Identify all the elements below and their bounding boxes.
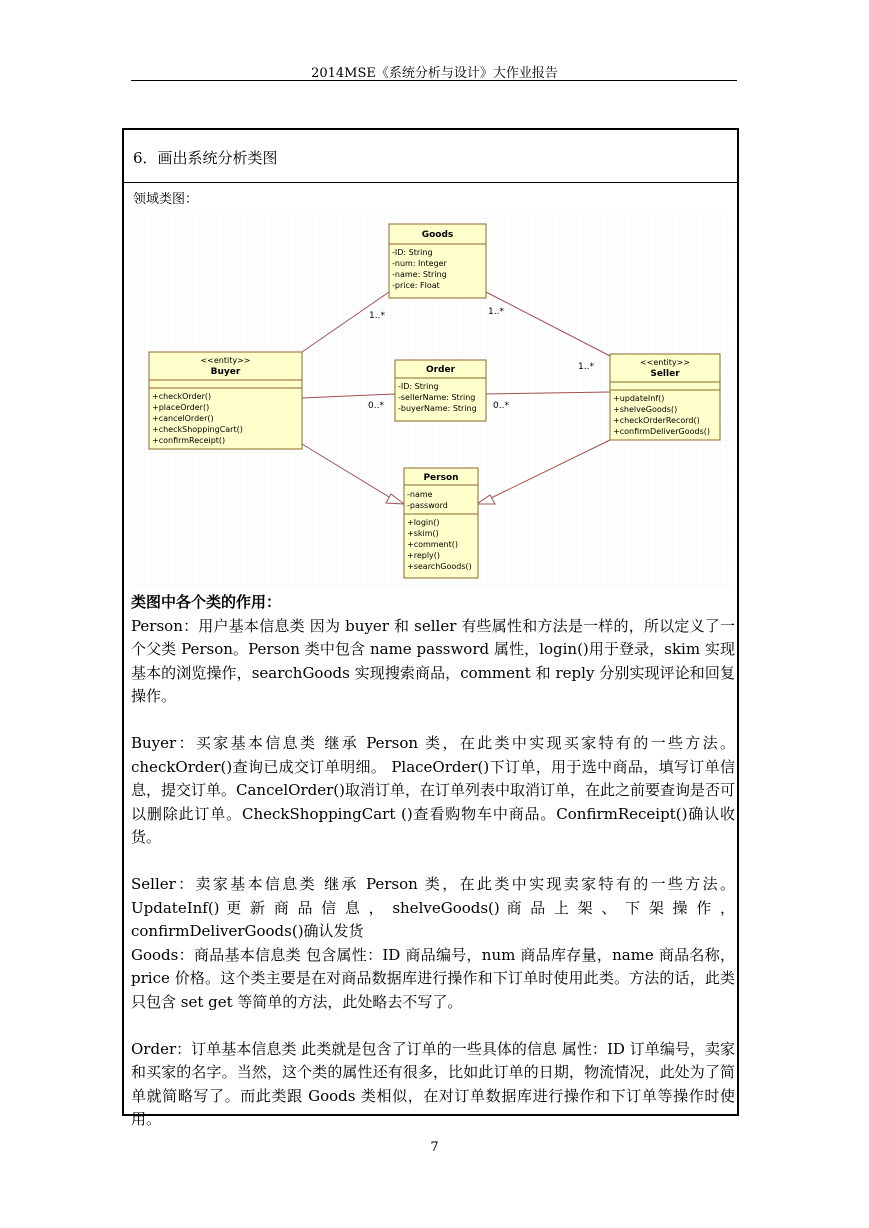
class-stereotype: <<entity>> <box>200 356 251 365</box>
section-title: 6．画出系统分析类图 <box>133 149 278 167</box>
class-operation: +login() <box>407 518 440 527</box>
class-attribute: -price: Float <box>392 281 440 290</box>
class-operation: +placeOrder() <box>152 403 210 412</box>
class-roles-heading: 类图中各个类的作用： <box>131 593 282 611</box>
class-attribute: -buyerName: String <box>398 404 477 413</box>
goods-description: Goods：商品基本信息类 包含属性：ID 商品编号，num 商品库存量，name 商品名称，price 价格。这个类主要是在对商品数据库进行操作和下订单时使用此类。方法的话，此类只包含 set get 等简单的方法，此处略去不写了。 <box>131 945 735 1011</box>
class-operation: +checkOrderRecord() <box>613 416 700 425</box>
class-operation: +searchGoods() <box>407 562 472 571</box>
class-name: Goods <box>421 230 454 240</box>
multiplicity-goods-seller-bottom: 1..* <box>578 362 594 372</box>
multiplicity-order-seller: 0..* <box>493 401 509 411</box>
header-rule <box>131 80 737 81</box>
multiplicity-buyer-order: 0..* <box>368 401 384 411</box>
class-order <box>395 360 486 421</box>
class-attribute: -name <box>407 490 433 499</box>
class-operation: +checkShoppingCart() <box>152 425 243 434</box>
multiplicity-buyer-goods: 1..* <box>369 311 385 321</box>
class-operation: +checkOrder() <box>152 392 212 401</box>
paragraph-gap <box>131 709 735 733</box>
person-description: Person：用户基本信息类 因为 buyer 和 seller 有些属性和方法是一样的，所以定义了一个父类 Person。Person 类中包含 name password 属性，login()用于登录，skim 实现基本的浏览操作，searchGoods 实现搜索商品，comment 和 reply 分别实现评论和回复操作。 <box>131 616 735 705</box>
uml-class-diagram <box>132 212 732 588</box>
paragraph-gap <box>131 850 735 874</box>
class-buyer <box>149 352 302 449</box>
class-person <box>404 468 478 578</box>
order-description: Order：订单基本信息类 此类就是包含了订单的一些具体的信息 属性：ID 订单编号，卖家和买家的名字。当然，这个类的属性还有很多，比如此订单的日期，物流情况，此处为了简单就简略写了。而此类跟 Goods 类相似，在对订单数据库进行操作和下订单等操作时使用。 <box>131 1039 735 1128</box>
domain-class-diagram-label: 领域类图： <box>133 192 199 207</box>
paragraph-gap <box>131 1014 735 1038</box>
class-operation: +confirmDeliverGoods() <box>613 427 710 436</box>
class-operation: +reply() <box>407 551 441 560</box>
class-operation: +confirmReceipt() <box>152 436 226 445</box>
buyer-description: Buyer：买家基本信息类 继承 Person 类，在此类中实现买家特有的一些方法。checkOrder()查询已成交订单明细。 PlaceOrder()下订单，用于选中商品，填写订单信息，提交订单。CancelOrder()取消订单，在订单列表中取消订单，在此之前要查询是否可以删除此订单。CheckShoppingCart ()查看购物车中商品。ConfirmReceipt()确认收货。 <box>131 734 735 846</box>
class-attribute: -ID: String <box>392 248 433 257</box>
class-attribute: -ID: String <box>398 382 439 391</box>
class-name: Buyer <box>210 367 241 377</box>
class-operation: +shelveGoods() <box>613 405 678 414</box>
class-stereotype: <<entity>> <box>639 358 691 367</box>
class-name: Person <box>423 473 459 483</box>
frame-divider <box>124 182 737 183</box>
page-number: 7 <box>430 1140 439 1155</box>
page-header: 2014MSE《系统分析与设计》大作业报告 <box>311 66 558 81</box>
class-name: Seller <box>650 369 680 379</box>
class-operation: +comment() <box>407 540 458 549</box>
class-operation: +updateInf() <box>613 394 665 403</box>
class-operation: +skim() <box>407 529 439 538</box>
class-goods <box>389 224 486 298</box>
class-descriptions <box>131 591 735 1132</box>
class-attribute: -name: String <box>392 270 447 279</box>
class-attribute: -password <box>407 501 448 510</box>
class-operation: +cancelOrder() <box>152 414 214 423</box>
multiplicity-goods-seller-top: 1..* <box>488 307 504 317</box>
class-name: Order <box>425 365 456 375</box>
class-seller <box>610 354 720 440</box>
class-attribute: -sellerName: String <box>398 393 476 402</box>
class-attribute: -num: Integer <box>392 259 447 268</box>
seller-description: Seller：卖家基本信息类 继承 Person 类，在此类中实现卖家特有的一些方法。UpdateInf() 更 新 商 品 信 息 ， shelveGoods() 商 品 上 架 、 下 架 操 作 ， confirmDeliverGoods()确认发货 <box>131 875 735 940</box>
